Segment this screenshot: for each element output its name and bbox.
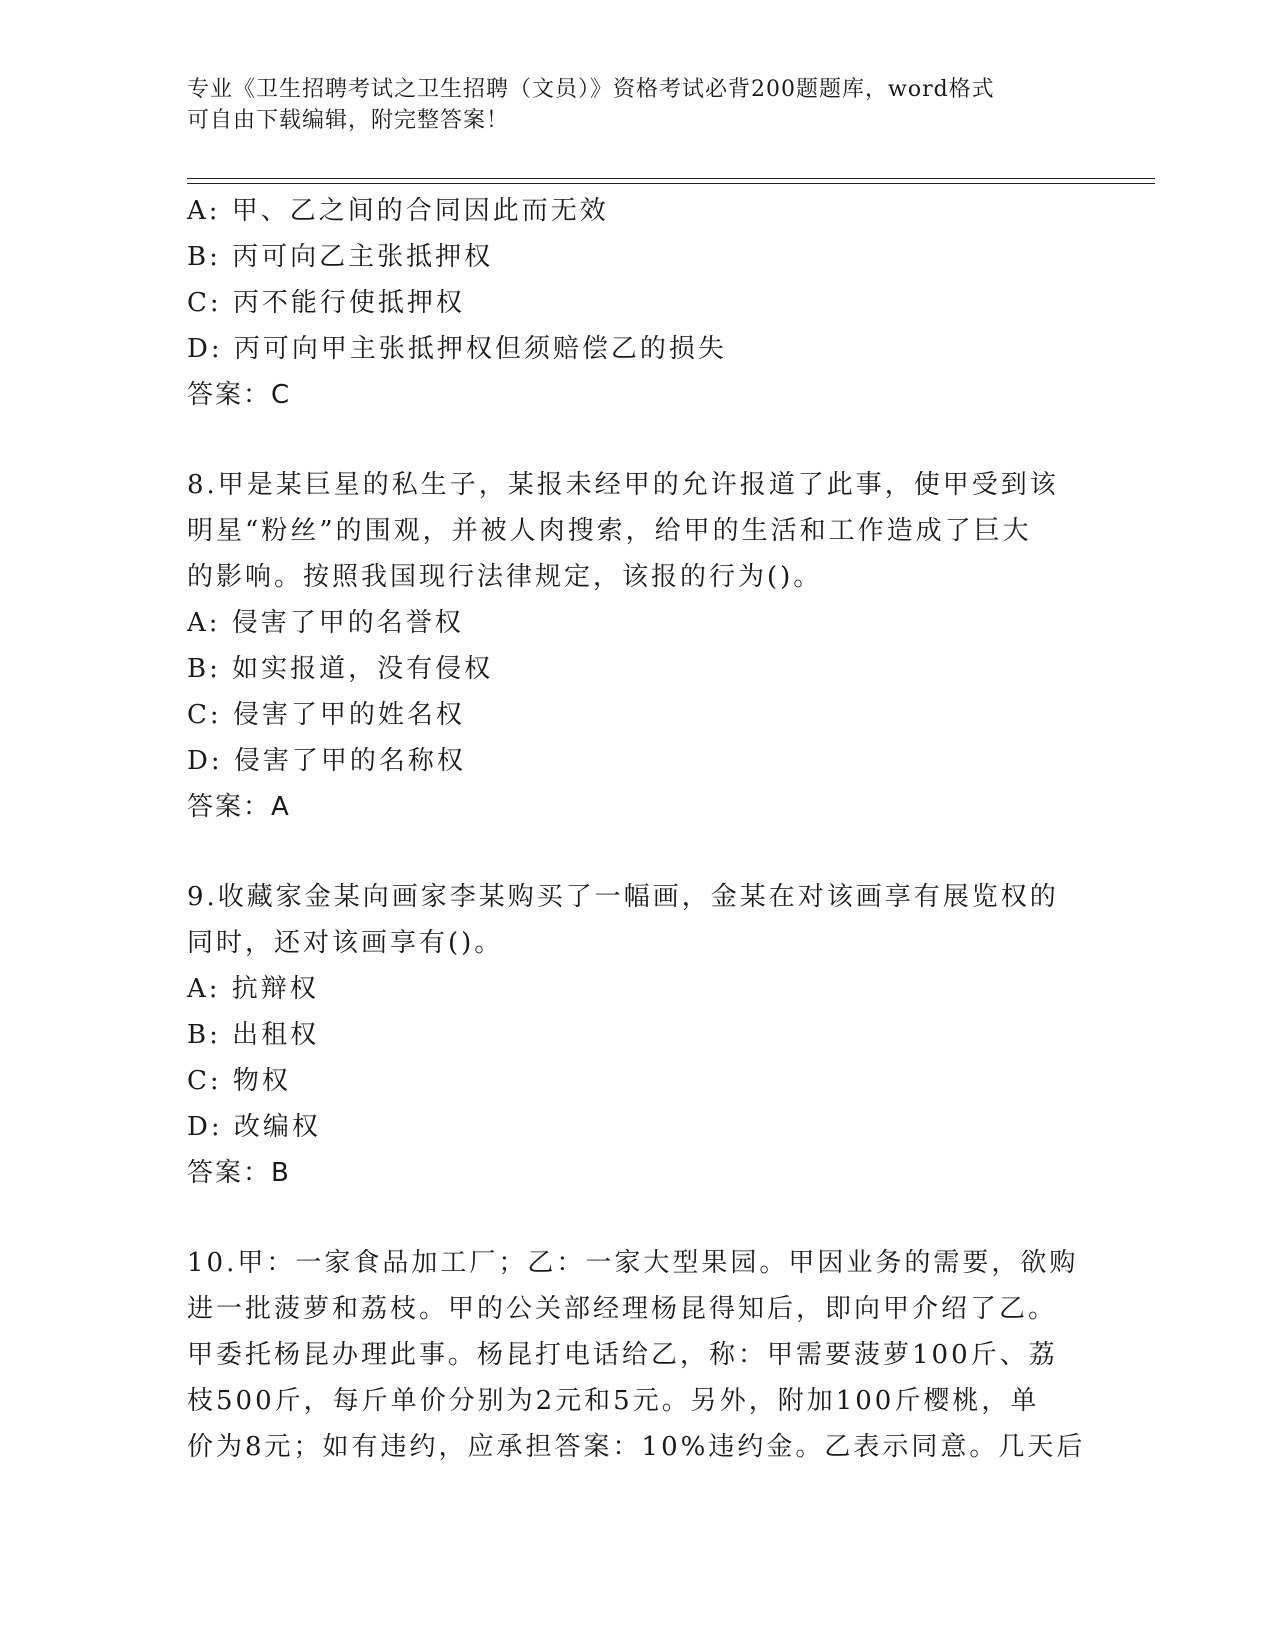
question-9 (187, 874, 1087, 1196)
question-text-line: 进一批菠萝和荔枝。甲的公关部经理杨昆得知后，即向甲介绍了乙。 (187, 1294, 1058, 1324)
option-c: C: 丙不能行使抵押权 (187, 288, 465, 318)
question-list (187, 188, 1087, 1470)
spacer (187, 1196, 1087, 1240)
answer-label: 答案：A (187, 792, 291, 822)
document-header (187, 74, 1087, 136)
option-c: C: 物权 (187, 1066, 291, 1096)
question-7 (187, 188, 1087, 418)
question-10 (187, 1240, 1087, 1470)
question-text-line: 甲委托杨昆办理此事。杨昆打电话给乙，称：甲需要菠萝100斤、荔 (187, 1340, 1058, 1370)
header-divider-top (187, 178, 1155, 179)
option-a: A: 甲、乙之间的合同因此而无效 (187, 196, 609, 226)
option-a: A: 侵害了甲的名誉权 (187, 608, 464, 638)
question-text-line: 价为8元；如有违约，应承担答案：10%违约金。乙表示同意。几天后 (187, 1432, 1086, 1462)
question-text-line: 8.甲是某巨星的私生子，某报未经甲的允许报道了此事，使甲受到该 (187, 470, 1059, 500)
header-line-1: 专业《卫生招聘考试之卫生招聘（文员）》资格考试必背200题题库，word格式 (187, 77, 995, 102)
option-b: B: 丙可向乙主张抵押权 (187, 242, 494, 272)
option-d: D: 侵害了甲的名称权 (187, 746, 466, 776)
question-text-line: 枝500斤，每斤单价分别为2元和5元。另外，附加100斤樱桃，单 (187, 1386, 1040, 1416)
option-a: A: 抗辩权 (187, 974, 319, 1004)
header-divider-bottom (187, 183, 1155, 184)
option-d: D: 改编权 (187, 1112, 321, 1142)
question-text-line: 10.甲：一家食品加工厂；乙：一家大型果园。甲因业务的需要，欲购 (187, 1248, 1079, 1278)
spacer (187, 418, 1087, 462)
spacer (187, 830, 1087, 874)
answer-label: 答案：C (187, 380, 292, 410)
option-b: B: 如实报道，没有侵权 (187, 654, 494, 684)
question-text-line: 的影响。按照我国现行法律规定，该报的行为()。 (187, 562, 823, 592)
question-text-line: 9.收藏家金某向画家李某购买了一幅画，金某在对该画享有展览权的 (187, 882, 1059, 912)
question-8 (187, 462, 1087, 830)
question-text-line: 明星“粉丝”的围观，并被人肉搜索，给甲的生活和工作造成了巨大 (187, 516, 1032, 546)
option-b: B: 出租权 (187, 1020, 320, 1050)
question-text-line: 同时，还对该画享有()。 (187, 928, 504, 958)
option-c: C: 侵害了甲的姓名权 (187, 700, 465, 730)
header-line-2: 可自由下载编辑，附完整答案！ (187, 108, 510, 133)
answer-label: 答案：B (187, 1158, 291, 1188)
option-d: D: 丙可向甲主张抵押权但须赔偿乙的损失 (187, 334, 727, 364)
